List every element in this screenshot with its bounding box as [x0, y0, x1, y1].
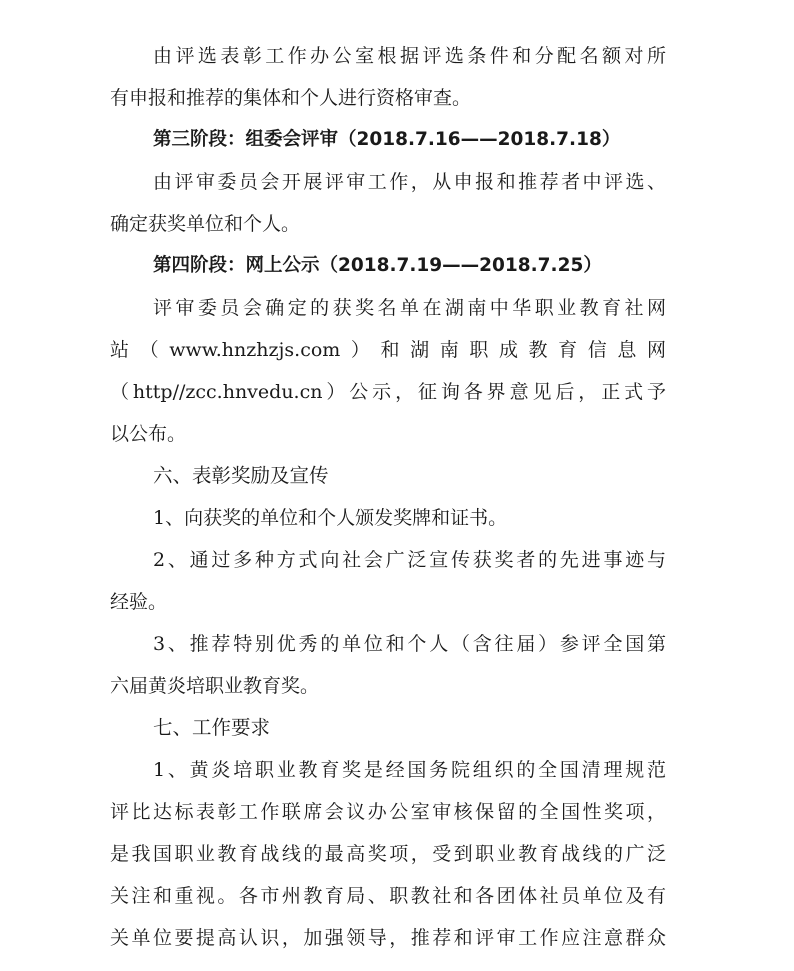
paragraph-line: 以公布。 — [110, 423, 187, 445]
list-item-continuation: 经验。 — [110, 591, 168, 613]
paragraph-line: 是我国职业教育战线的最高奖项，受到职业教育战线的广泛 — [110, 843, 666, 865]
section-six-heading: 六、表彰奖励及宣传 — [153, 464, 329, 487]
list-item: 3、推荐特别优秀的单位和个人（含往届）参评全国第 — [153, 633, 666, 655]
paragraph-line: 有申报和推荐的集体和个人进行资格审查。 — [110, 87, 472, 109]
list-item: 2、通过多种方式向社会广泛宣传获奖者的先进事迹与 — [153, 549, 666, 571]
list-item-continuation: 六届黄炎培职业教育奖。 — [110, 675, 320, 697]
paragraph-line: 关单位要提高认识，加强领导，推荐和评审工作应注意群众 — [110, 927, 666, 949]
section-seven-heading: 七、工作要求 — [153, 716, 271, 739]
paragraph-line: 确定获奖单位和个人。 — [110, 213, 301, 235]
list-item: 1、向获奖的单位和个人颁发奖牌和证书。 — [153, 507, 508, 529]
paragraph-line: 站（www.hnzhzjs.com）和湖南职成教育信息网 — [110, 339, 666, 361]
paragraph-line: 1、黄炎培职业教育奖是经国务院组织的全国清理规范 — [153, 759, 666, 781]
paragraph-line: 由评审委员会开展评审工作，从申报和推荐者中评选、 — [153, 171, 666, 193]
paragraph-line: （http//zcc.hnvedu.cn）公示，征询各界意见后，正式予 — [110, 381, 666, 403]
stage-three-heading: 第三阶段：组委会评审（2018.7.16——2018.7.18） — [153, 129, 621, 150]
paragraph-line: 关注和重视。各市州教育局、职教社和各团体社员单位及有 — [110, 885, 666, 907]
paragraph-line: 评审委员会确定的获奖名单在湖南中华职业教育社网 — [153, 297, 666, 319]
paragraph-line: 由评选表彰工作办公室根据评选条件和分配名额对所 — [153, 45, 666, 67]
paragraph-line: 评比达标表彰工作联席会议办公室审核保留的全国性奖项， — [110, 801, 666, 823]
stage-four-heading: 第四阶段：网上公示（2018.7.19——2018.7.25） — [153, 255, 602, 276]
